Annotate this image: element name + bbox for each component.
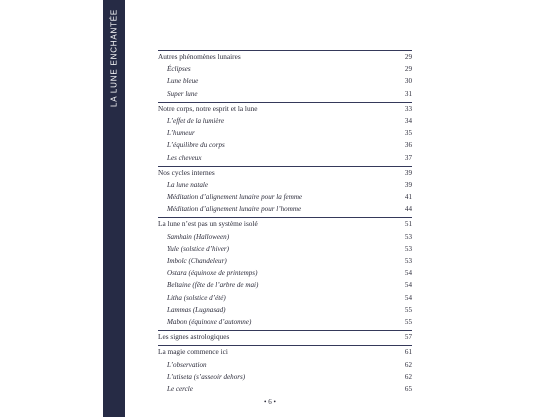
toc-section bbox=[158, 330, 412, 343]
toc-chapter-page: 51 bbox=[404, 220, 412, 229]
toc-chapter-title: Nos cycles internes bbox=[158, 167, 215, 177]
toc-section bbox=[158, 50, 412, 100]
toc-entry-page: 55 bbox=[404, 317, 412, 326]
toc-entry bbox=[158, 231, 412, 243]
toc-entry-title: Éclipses bbox=[167, 65, 191, 74]
toc-entry-page: 39 bbox=[404, 180, 412, 189]
page-number: • 6 • bbox=[264, 398, 276, 406]
toc-entry-title: Mabon (équinoxe d’automne) bbox=[167, 317, 252, 326]
toc-entry-page: 53 bbox=[404, 244, 412, 253]
toc-entry-page: 29 bbox=[404, 65, 412, 74]
toc-entry bbox=[158, 304, 412, 316]
toc-entry-title: Lune bleue bbox=[167, 77, 199, 86]
toc-entry-page: 34 bbox=[404, 116, 412, 125]
toc-entry-title: Méditation d’alignement lunaire pour l’homme bbox=[167, 205, 302, 214]
toc-entry bbox=[158, 371, 412, 383]
toc-chapter-title: Notre corps, notre esprit et la lune bbox=[158, 103, 258, 113]
toc-chapter-title: Autres phénomènes lunaires bbox=[158, 52, 241, 61]
toc-entry-page: 37 bbox=[404, 153, 412, 162]
toc-chapter bbox=[158, 167, 412, 179]
toc-chapter-page: 39 bbox=[404, 168, 412, 177]
toc-section bbox=[158, 102, 412, 164]
toc-chapter-title: La magie commence ici bbox=[158, 347, 228, 357]
toc-entry bbox=[158, 88, 412, 100]
spine-band bbox=[103, 0, 125, 417]
toc-chapter-page: 61 bbox=[404, 348, 412, 357]
spine-title bbox=[103, 0, 125, 417]
toc-chapter bbox=[158, 51, 412, 63]
spine-title-text: LA LUNE ENCHANTÉE bbox=[109, 8, 119, 108]
toc-entry bbox=[158, 279, 412, 291]
toc-entry-title: L’humeur bbox=[167, 129, 195, 138]
table-of-contents bbox=[158, 50, 412, 397]
toc-entry bbox=[158, 179, 412, 191]
toc-entry-title: Lammas (Lugnasad) bbox=[167, 305, 226, 314]
toc-entry bbox=[158, 191, 412, 203]
toc-entry-page: 62 bbox=[404, 360, 412, 369]
toc-entry-title: La lune natale bbox=[167, 180, 208, 189]
toc-entry-page: 53 bbox=[404, 232, 412, 241]
toc-entry-page: 62 bbox=[404, 372, 412, 381]
toc-entry bbox=[158, 255, 412, 267]
toc-entry-page: 36 bbox=[404, 141, 412, 150]
toc-entry-title: L’équilibre du corps bbox=[167, 141, 225, 150]
toc-entry-page: 35 bbox=[404, 129, 412, 138]
toc-entry-page: 54 bbox=[404, 269, 412, 278]
toc-entry bbox=[158, 115, 412, 127]
toc-entry-page: 65 bbox=[404, 384, 412, 393]
toc-entry-title: Super lune bbox=[167, 89, 198, 98]
toc-entry bbox=[158, 292, 412, 304]
toc-entry-page: 44 bbox=[404, 205, 412, 214]
toc-entry bbox=[158, 359, 412, 371]
toc-chapter-title: La lune n’est pas un système isolé bbox=[158, 219, 258, 229]
toc-entry-page: 41 bbox=[404, 193, 412, 202]
toc-entry-title: Yule (solstice d’hiver) bbox=[167, 244, 229, 253]
toc-entry-title: Samhain (Halloween) bbox=[167, 232, 230, 241]
toc-entry bbox=[158, 267, 412, 279]
toc-entry-title: L’utiseta (s’asseoir dehors) bbox=[167, 372, 246, 381]
toc-entry-title: Litha (solstice d’été) bbox=[167, 293, 226, 302]
toc-section bbox=[158, 217, 412, 328]
toc-entry-title: Le cercle bbox=[167, 384, 193, 393]
toc-entry-title: Méditation d’alignement lunaire pour la femme bbox=[167, 193, 303, 202]
toc-entry bbox=[158, 127, 412, 139]
toc-entry bbox=[158, 63, 412, 75]
toc-chapter-title: Les signes astrologiques bbox=[158, 332, 230, 342]
toc-entry-page: 54 bbox=[404, 281, 412, 290]
toc-chapter-page: 29 bbox=[404, 53, 412, 61]
toc-chapter-page: 57 bbox=[404, 333, 412, 342]
toc-entry-page: 31 bbox=[404, 89, 412, 98]
toc-entry bbox=[158, 316, 412, 328]
toc-entry-page: 55 bbox=[404, 305, 412, 314]
toc-entry bbox=[158, 243, 412, 255]
toc-entry-title: Les cheveux bbox=[167, 153, 202, 162]
toc-entry bbox=[158, 203, 412, 215]
toc-entry-page: 30 bbox=[404, 77, 412, 86]
toc-entry bbox=[158, 383, 412, 395]
toc-section bbox=[158, 345, 412, 395]
toc-chapter bbox=[158, 218, 412, 230]
toc-entry-title: L’observation bbox=[167, 360, 207, 369]
toc-entry-title: Ostara (équinoxe de printemps) bbox=[167, 269, 258, 278]
toc-chapter-page: 33 bbox=[404, 104, 412, 113]
toc-entry-title: Beltaine (fête de l’arbre de mai) bbox=[167, 281, 259, 290]
toc-entry bbox=[158, 152, 412, 164]
toc-entry-page: 54 bbox=[404, 293, 412, 302]
toc-entry-title: Imbolc (Chandeleur) bbox=[167, 257, 227, 265]
toc-chapter bbox=[158, 331, 412, 343]
toc-section bbox=[158, 166, 412, 216]
toc-entry-page: 53 bbox=[404, 257, 412, 265]
toc-chapter bbox=[158, 103, 412, 115]
toc-entry bbox=[158, 139, 412, 151]
toc-entry-title: L’effet de la lumière bbox=[167, 116, 225, 125]
toc-entry bbox=[158, 75, 412, 87]
toc-chapter bbox=[158, 346, 412, 358]
